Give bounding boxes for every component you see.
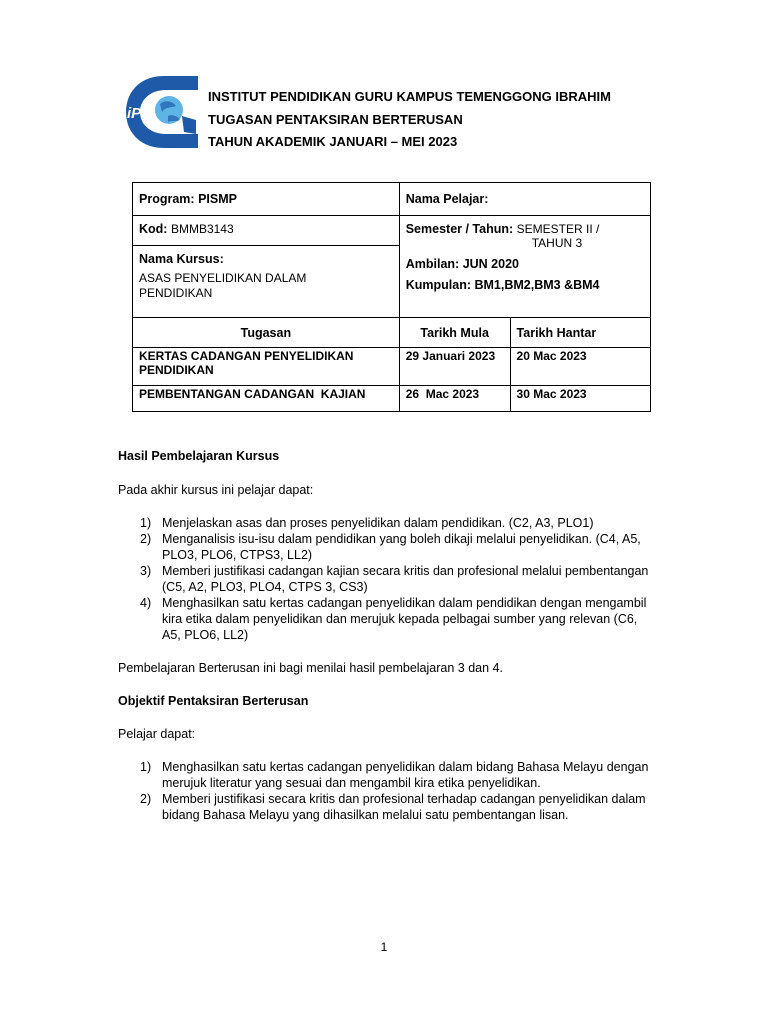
assignment-info-table <box>132 182 651 412</box>
course-code-cell: Kod: BMMB3143 <box>133 216 400 246</box>
academic-year: TAHUN AKADEMIK JANUARI – MEI 2023 <box>208 134 458 149</box>
objectives-intro: Pelajar dapat: <box>118 727 196 741</box>
list-item: 3) Memberi justifikasi cadangan kajian secara kritis dan profesional melalui pembentangan (C5, A2, PLO3, PLO4, CTPS 3, CS3) <box>140 564 649 594</box>
page-number: 1 <box>380 940 388 954</box>
institution-name: INSTITUT PENDIDIKAN GURU KAMPUS TEMENGGONG IBRAHIM <box>208 89 611 104</box>
col-header-tugasan: Tugasan <box>133 318 400 348</box>
program-cell: Program: PISMP <box>133 183 400 216</box>
course-name-cell: Nama Kursus: ASAS PENYELIDIKAN DALAM PENDIDIKAN <box>133 246 400 318</box>
document-body <box>118 448 658 823</box>
semester-cell: Semester / Tahun: SEMESTER II / TAHUN 3 Ambilan: JUN 2020 Kumpulan: BM1,BM2,BM3 &BM4 <box>399 216 650 318</box>
list-item: 2) Menganalisis isu-isu dalam pendidikan yang boleh dikaji melalui penyelidikan. (C4, A5, PLO3, PLO6, CTPS3, LL2) <box>140 532 641 562</box>
list-item: 1) Menghasilkan satu kertas cadangan penyelidikan dalam bidang Bahasa Melayu dengan merujuk literatur yang sesuai dan mengambil kira etika penyelidikan. <box>140 760 649 790</box>
document-header <box>208 86 611 154</box>
assignment-type: TUGASAN PENTAKSIRAN BERTERUSAN <box>208 111 463 127</box>
assessment-note: Pembelajaran Berterusan ini bagi menilai hasil pembelajaran 3 dan 4. <box>118 661 503 675</box>
objectives-list <box>118 759 658 823</box>
student-name-cell: Nama Pelajar: <box>399 183 650 216</box>
list-item: 4) Menghasilkan satu kertas cadangan penyelidikan dalam pendidikan dengan mengambil kira etika dalam penyelidikan dan merujuk kepada pelbagai sumber yang relevan (C6, A5, PLO6, LL2) <box>140 596 647 642</box>
table-row: KERTAS CADANGAN PENYELIDIKAN PENDIDIKAN 29 Januari 2023 20 Mac 2023 <box>133 348 651 386</box>
svg-text:iPG: iPG <box>127 105 153 122</box>
objectives-heading: Objektif Pentaksiran Berterusan <box>118 694 309 708</box>
table-row: PEMBENTANGAN CADANGAN KAJIAN 26 Mac 2023 30 Mac 2023 <box>133 386 651 412</box>
learning-outcomes-list <box>118 515 658 643</box>
col-header-tarikh-mula: Tarikh Mula <box>399 318 510 348</box>
learning-outcomes-intro: Pada akhir kursus ini pelajar dapat: <box>118 483 314 497</box>
list-item: 2) Memberi justifikasi secara kritis dan profesional terhadap cadangan penyelidikan dalam bidang Bahasa Melayu yang dihasilkan melalui satu pembentangan lisan. <box>140 792 646 822</box>
list-item: 1) Menjelaskan asas dan proses penyelidikan dalam pendidikan. (C2, A3, PLO1) <box>140 516 594 530</box>
learning-outcomes-heading: Hasil Pembelajaran Kursus <box>118 449 280 463</box>
col-header-tarikh-hantar: Tarikh Hantar <box>510 318 650 348</box>
ipg-logo <box>122 72 202 152</box>
